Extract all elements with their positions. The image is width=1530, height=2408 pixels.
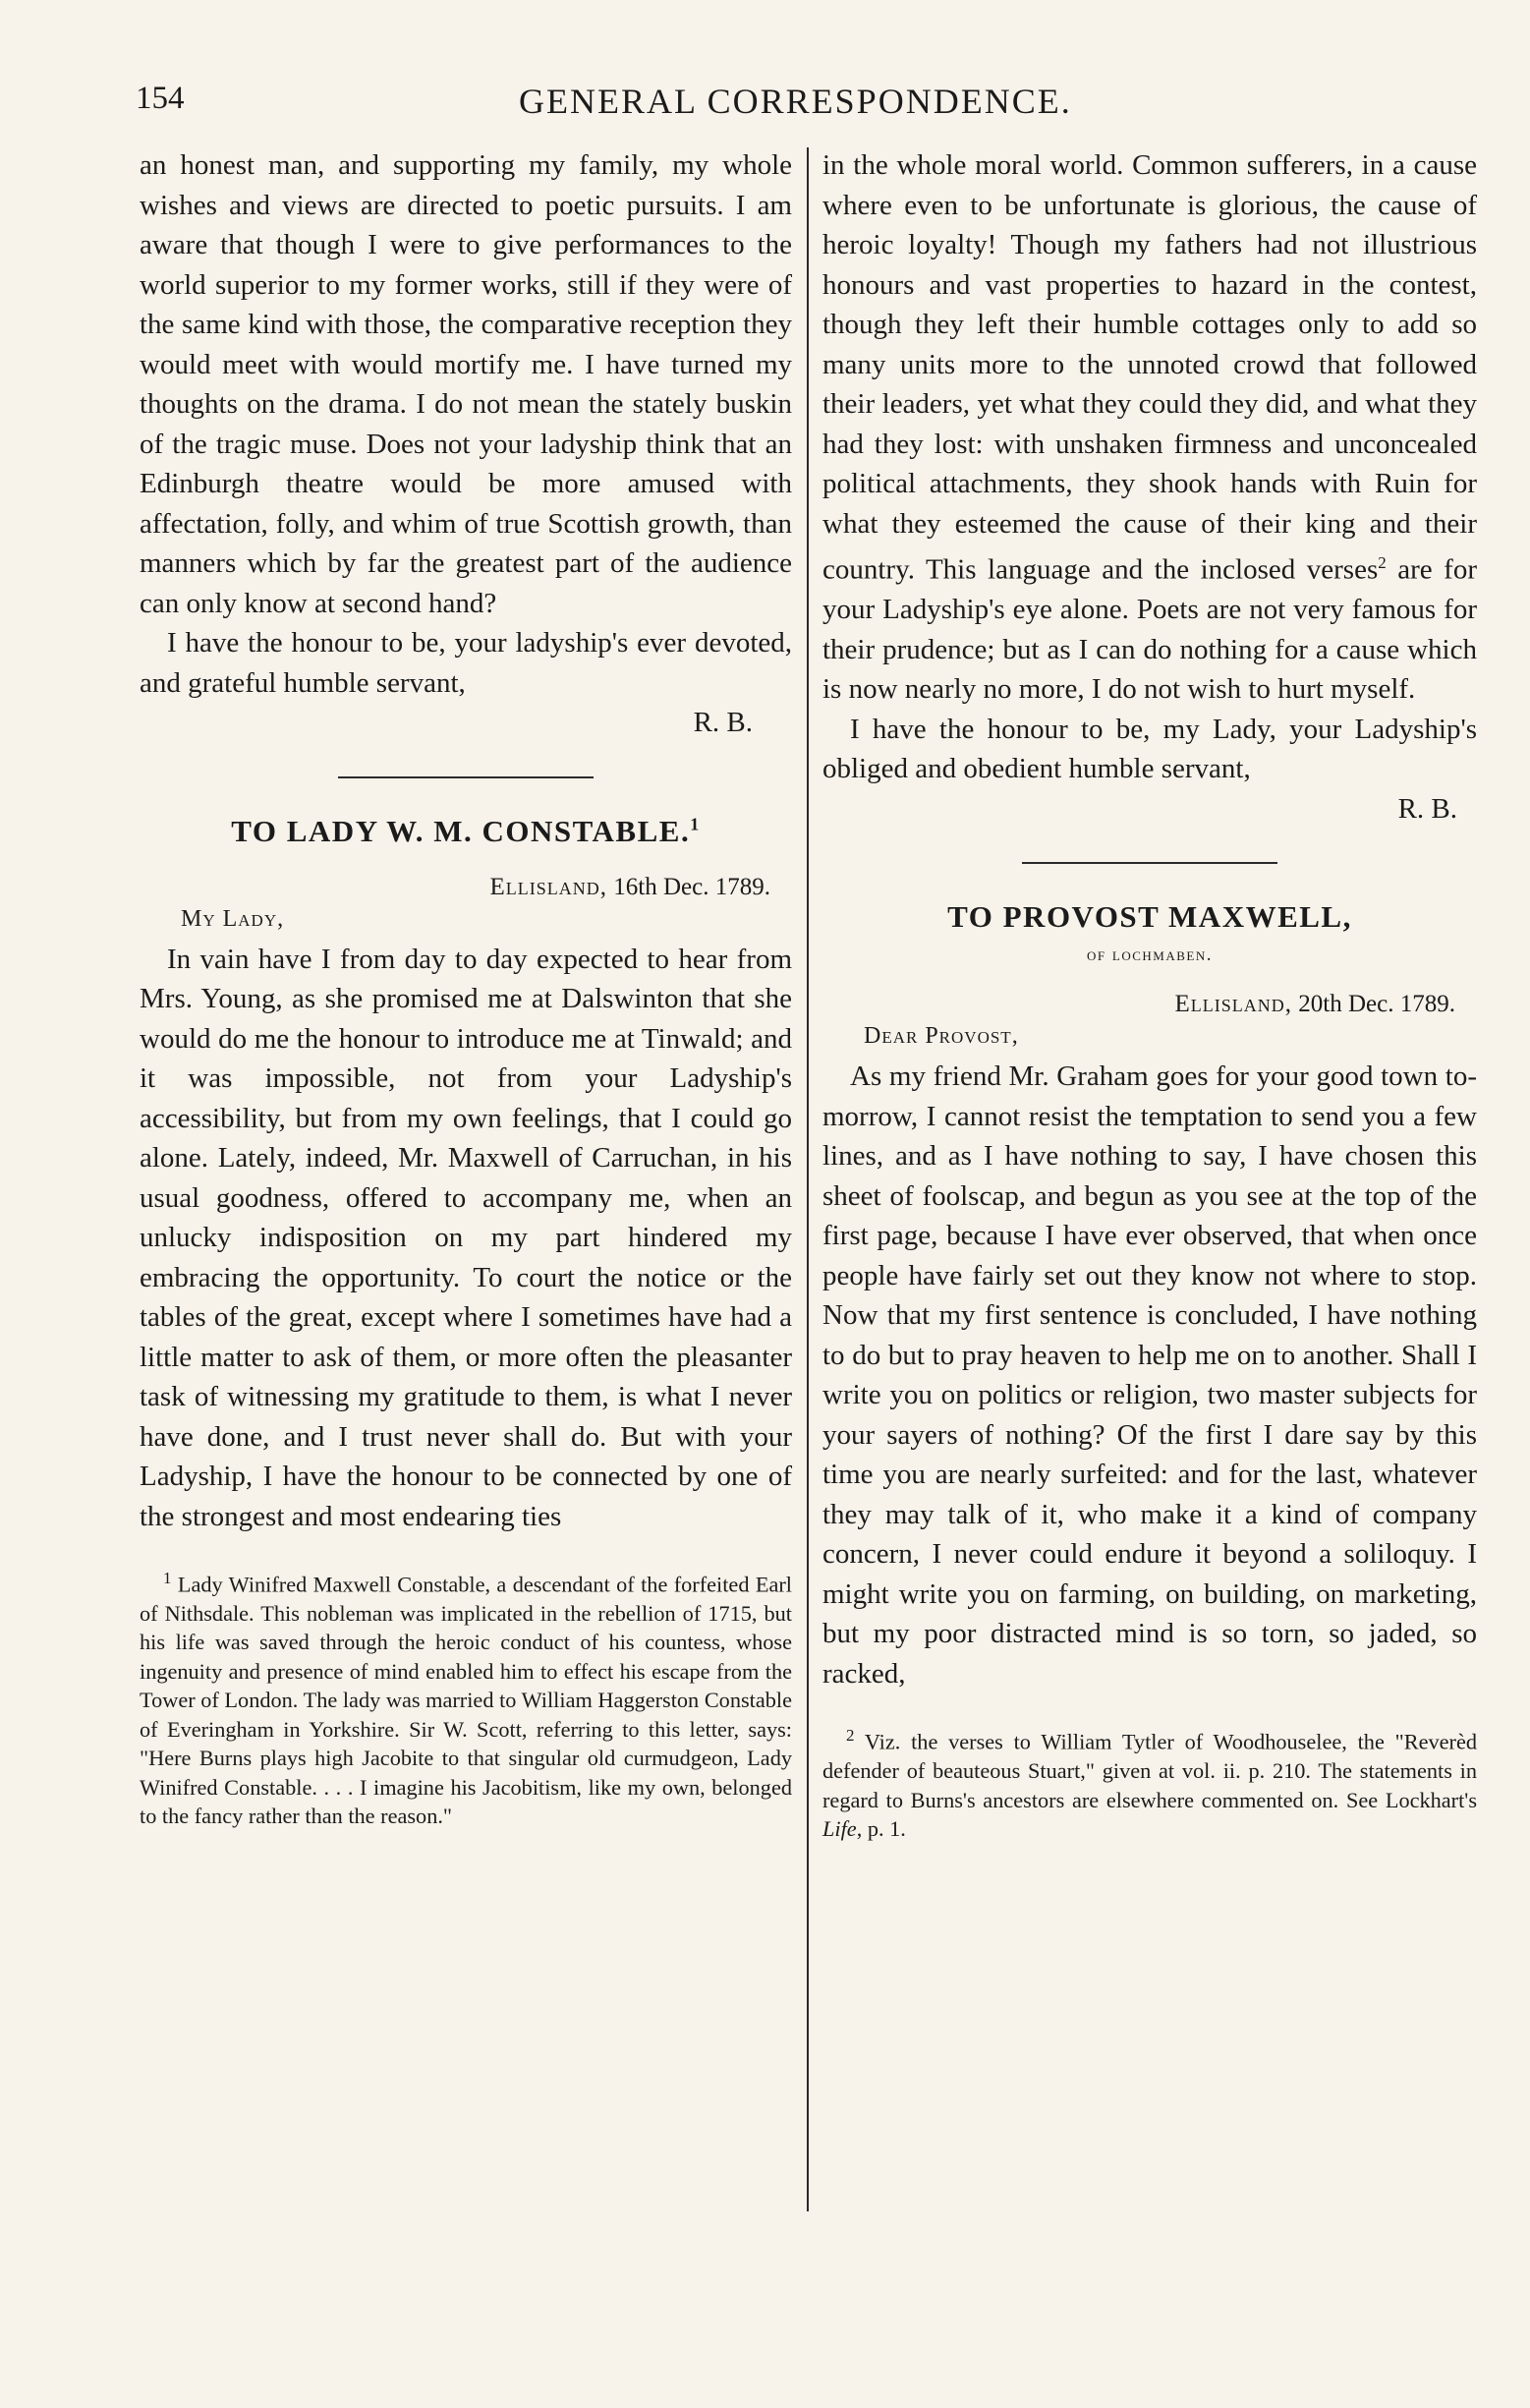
page-header: [136, 81, 1462, 130]
letter3-salutation: Dear Provost,: [864, 1023, 1019, 1050]
left-column: [140, 145, 792, 1831]
separator-rule: [338, 776, 594, 778]
letter2-salutation: My Lady,: [181, 905, 285, 932]
letter3-body: As my friend Mr. Graham goes for your good town to-morrow, I cannot resist the temptation to send you a few lines, and as I have nothing to say, I have chosen this sheet of foolscap, and begun as you see at the top of the first page, because I have ever observed, that when once people have fairly set out they know not where to stop. Now that my first sentence is concluded, I have nothing to do but to pray heaven to help me on to another. Shall I write you on politics or religion, two master subjects for your sayers of nothing? Of the first I dare say by this time you are nearly surfeited: and for the last, whatever they may talk of it, who make it a kind of company concern, I never could endure it beyond a soliloquy. I might write you on farming, on building, on marketing, but my poor distracted mind is so torn, so jaded, so racked,: [822, 1061, 1477, 1690]
letter2-closing: I have the honour to be, my Lady, your Ladyship's obliged and obedient humble servant,: [822, 713, 1477, 785]
footnote-mark: 2: [846, 1726, 855, 1746]
footnote-1: $^1$ Lady Winifred Maxwell Constable, a descendant of the forfeited Earl of Nithsdale. This nobleman was implicated in the rebellion of 1715, but his life was saved through the heroic conduct of his countess, whose ingenuity and presence of mind enabled him to effect his escape from the Tower of London. The lady was married to William Haggerston Constable of Everingham in Yorkshire. Sir W. Scott, referring to this letter, says: "Here Burns plays high Jacobite to that singular old curmudgeon, Lady Winifred Constable. . . . I imagine his Jacobitism, like my own, belonged to the fancy rather than the reason.": [140, 1569, 792, 1829]
letter2-dateline: Ellisland, 16th Dec. 1789.: [489, 873, 770, 900]
running-title: GENERAL CORRESPONDENCE.: [519, 82, 1072, 121]
letter3-dateline: Ellisland, 20th Dec. 1789.: [1174, 991, 1455, 1018]
footnote-ref: 2: [1378, 553, 1387, 572]
right-column: [822, 145, 1477, 1844]
separator-rule: [1022, 862, 1277, 864]
column-divider: [807, 147, 809, 2211]
letter3-title: TO PROVOST MAXWELL,: [947, 899, 1352, 935]
letter1-signature: R. B.: [693, 707, 753, 738]
letter2-continuation: in the whole moral world. Common sufferers, in a cause where even to be unfortunate is glorious, the cause of heroic loyalty! Though my fathers had not illustrious honours and vast properties to hazard in the contest, though they left their humble cottages only to add so many units more to the unnoted crowd that followed their leaders, yet what they could they did, and what they had they lost: with unshaken firmness and unconcealed political attachments, they shook hands with Ruin for what they esteemed the cause of their king and their country. This language and the inclosed verses$^2$ are for your Ladyship's eye alone. Poets are not very famous for their prudence; but as I can do nothing for a cause which is now nearly no more, I do not wish to hurt myself.: [822, 149, 1477, 706]
letter2-body: In vain have I from day to day expected to hear from Mrs. Young, as she promised me at Dalswinton that she would do me the honour to introduce me at Tinwald; and it was impossible, not from your Ladyship's accessibility, but from my own feelings, that I could go alone. Lately, indeed, Mr. Maxwell of Carruchan, in his usual goodness, offered to accompany me, when an unlucky indisposition on my part hindered my embracing the opportunity. To court the notice or the tables of the great, except where I sometimes have had a little matter to ask of them, or more often the pleasanter task of witnessing my gratitude to them, is what I never have done, and I trust never shall do. But with your Ladyship, I have the honour to be connected by one of the strongest and most endearing ties: [140, 943, 792, 1532]
letter1-closing: I have the honour to be, your ladyship's ever devoted, and grateful humble servant,: [140, 627, 792, 699]
page-number: 154: [136, 81, 185, 116]
letter1-continuation: an honest man, and supporting my family, my whole wishes and views are directed to poetic pursuits. I am aware that though I were to give performances to the world superior to my former works, still if they were of the same kind with those, the comparative reception they would meet with would mortify me. I have turned my thoughts on the drama. I do not mean the stately buskin of the tragic muse. Does not your ladyship think that an Edinburgh theatre would be more amused with affectation, folly, and whim of true Scottish growth, than manners which by far the greatest part of the audience can only know at second hand?: [140, 149, 792, 619]
footnote-ref: 1: [690, 814, 701, 834]
letter2-title: TO LADY W. M. CONSTABLE.$^1$: [231, 813, 701, 848]
footnote-2: $^2$ Viz. the verses to William Tytler of Woodhouselee, the "Reverèd defender of beauteous Stuart," given at vol. ii. p. 210. The statements in regard to Burns's ancestors are elsewhere commented on. See Lockhart's Life, p. 1.: [822, 1726, 1477, 1842]
letter2-signature: R. B.: [1397, 792, 1457, 825]
footnote-mark: 1: [163, 1569, 172, 1587]
letter3-subtitle: of lochmaben.: [1087, 945, 1213, 966]
